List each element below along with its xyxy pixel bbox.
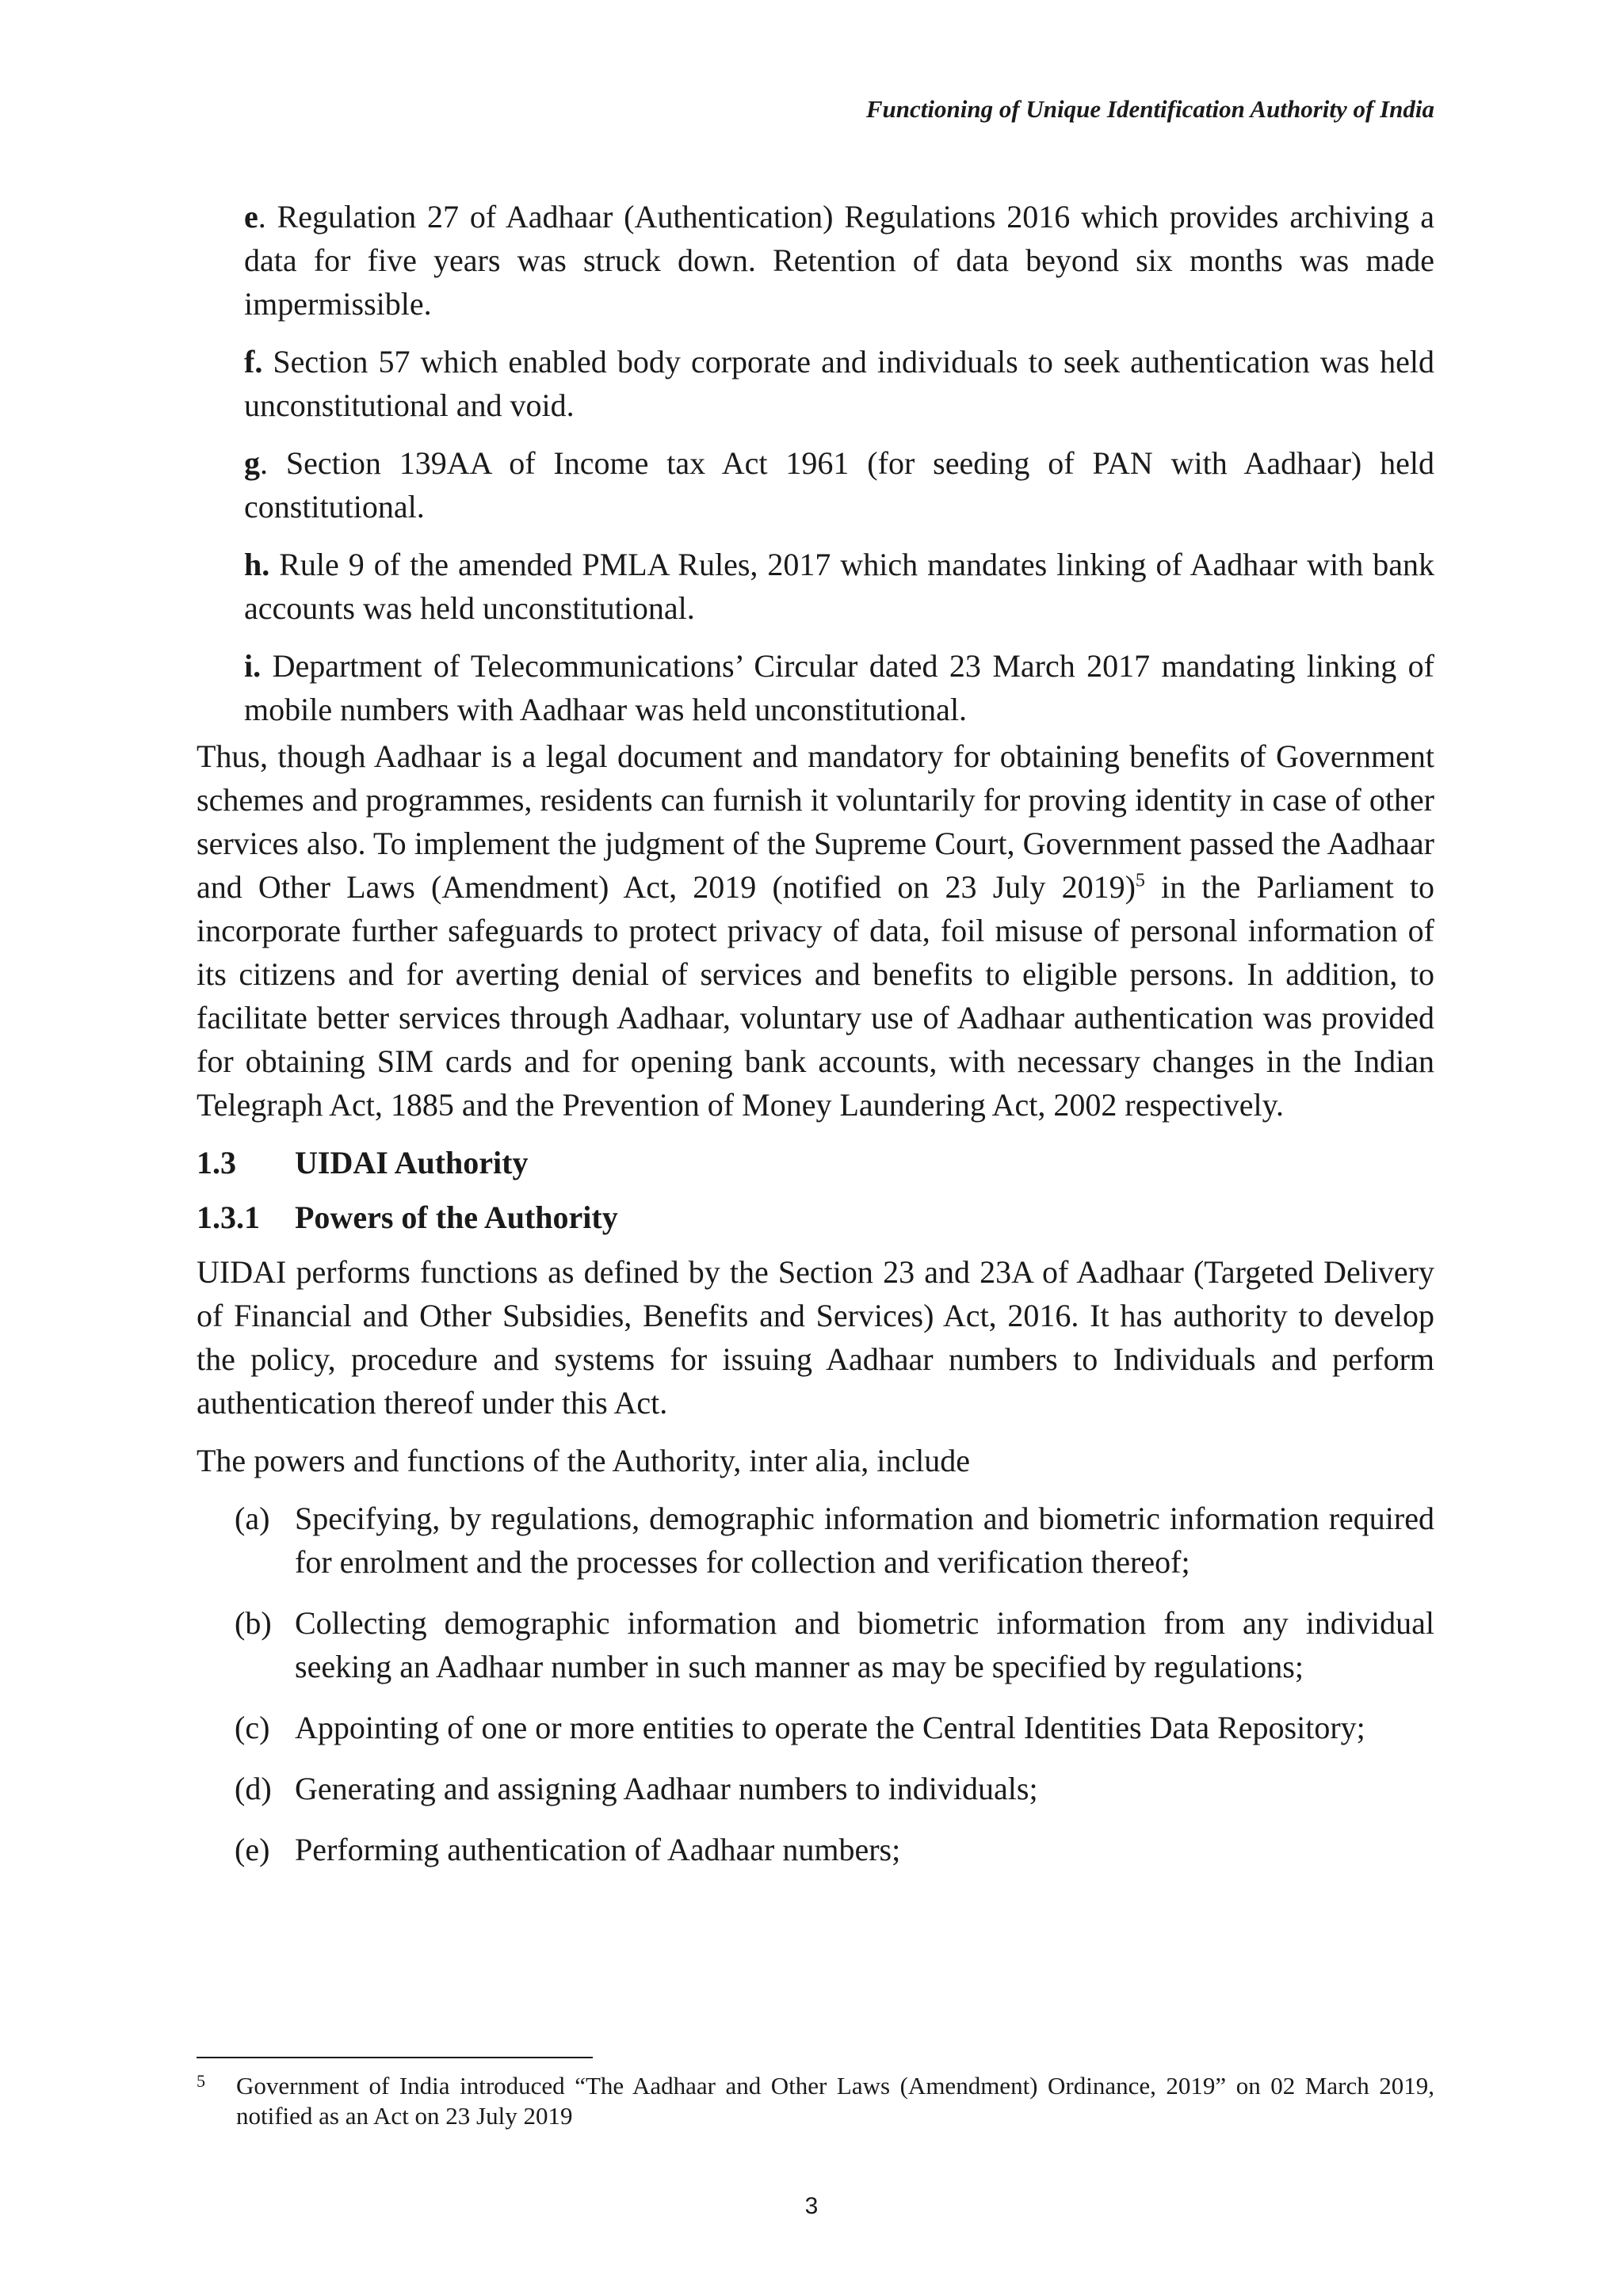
section-number: 1.3 — [197, 1145, 236, 1180]
list-item-text: Performing authentication of Aadhaar numbers; — [295, 1832, 901, 1867]
subsection-title: Powers of the Authority — [295, 1199, 618, 1235]
list-item-text: Specifying, by regulations, demographic information and biometric information required for enrolment and the processes for collection and verification thereof; — [295, 1501, 1434, 1580]
subpoint-i — [244, 644, 1434, 731]
footnote — [197, 2071, 1434, 2131]
footnote-text: Government of India introduced “The Aadhaar and Other Laws (Amendment) Ordinance, 2019” on 02 March 2019, notified as an Act on 23 July 2019 — [236, 2072, 1434, 2130]
page-number: 3 — [804, 2193, 819, 2219]
list-item — [197, 1601, 1434, 1688]
list-item-label: (e) — [235, 1832, 270, 1867]
subpoint-label: e — [244, 199, 258, 235]
subpoint-label: i. — [244, 648, 262, 684]
powers-list — [197, 1497, 1434, 1871]
subpoint-text: Section 57 which enabled body corporate and individuals to seek authentication was held unconstitutional and void. — [244, 344, 1434, 423]
subpoint-text: Section 139AA of Income tax Act 1961 (for seeding of PAN with Aadhaar) held constitutional. — [244, 445, 1434, 524]
list-item-label: (d) — [235, 1771, 272, 1806]
subsection-number: 1.3.1 — [197, 1199, 260, 1235]
list-item-text: Appointing of one or more entities to operate the Central Identities Data Repository; — [295, 1710, 1365, 1745]
list-item — [197, 1767, 1434, 1810]
running-header: Functioning of Unique Identification Authority of India — [865, 95, 1434, 123]
subpoint-label: f. — [244, 344, 263, 379]
subpoint-label: g — [244, 445, 260, 481]
list-item-label: (b) — [235, 1605, 272, 1641]
paragraph-powers-intro: The powers and functions of the Authority, inter alia, include — [197, 1443, 971, 1478]
subpoint-e: e. Regulation 27 of Aadhaar (Authentication) Regulations 2016 which provides archiving a data for five years was struck down. Retention of data beyond six months was made impermissible. — [244, 199, 1435, 322]
body-text — [197, 195, 1434, 1889]
subpoint-f — [244, 340, 1434, 427]
subpoint-label: h. — [244, 547, 270, 582]
list-item — [197, 1497, 1434, 1584]
footnote-divider — [197, 2057, 593, 2058]
footnote-mark: 5 — [197, 2071, 205, 2091]
list-item — [197, 1828, 1434, 1871]
footnote-ref: 5 — [1135, 870, 1145, 891]
list-item-label: (c) — [235, 1710, 270, 1745]
list-item — [197, 1706, 1434, 1749]
subsection-heading — [197, 1196, 1434, 1239]
section-heading — [197, 1141, 1434, 1184]
subpoint-g: g. Section 139AA of Income tax Act 1961 (for seeding of PAN with Aadhaar) held constitutional. — [244, 445, 1434, 524]
subpoint-text: Department of Telecommunications’ Circular dated 23 March 2017 mandating linking of mobile numbers with Aadhaar was held unconstitutional. — [244, 648, 1435, 727]
paragraph-amendment-act: Thus, though Aadhaar is a legal document and mandatory for obtaining benefits of Government schemes and programmes, residents can furnish it voluntarily for proving identity in case of other services also. To implement the judgment of the Supreme Court, Government passed the Aadhaar and Other Laws (Amendment) Act, 2019 (notified on 23 July 2019)$^5$ in the Parliament to incorporate further safeguards to protect privacy of data, foil misuse of personal information of its citizens and for averting denial of services and benefits to eligible persons. In addition, to facilitate better services through Aadhaar, voluntary use of Aadhaar authentication was provided for obtaining SIM cards and for opening bank accounts, with necessary changes in the Indian Telegraph Act, 1885 and the Prevention of Money Laundering Act, 2002 respectively. — [197, 738, 1435, 1123]
list-item-text: Collecting demographic information and biometric information from any individual seeking an Aadhaar number in such manner as may be specified by regulations; — [295, 1605, 1434, 1684]
list-item-label: (a) — [235, 1501, 270, 1536]
section-title: UIDAI Authority — [295, 1145, 529, 1180]
list-item-text: Generating and assigning Aadhaar numbers to individuals; — [295, 1771, 1038, 1806]
subpoint-text: Rule 9 of the amended PMLA Rules, 2017 which mandates linking of Aadhaar with bank accounts was held unconstitutional. — [244, 547, 1434, 626]
paragraph-uidai-functions: UIDAI performs functions as defined by the Section 23 and 23A of Aadhaar (Targeted Delivery of Financial and Other Subsidies, Benefits and Services) Act, 2016. It has authority to develop the policy, procedure and systems for issuing Aadhaar numbers to Individuals and perform authentication thereof under this Act. — [197, 1254, 1434, 1421]
subpoint-text: Regulation 27 of Aadhaar (Authentication) Regulations 2016 which provides archiving a data for five years was struck down. Retention of data beyond six months was made impermissible. — [244, 199, 1435, 322]
subpoint-h — [244, 543, 1434, 630]
